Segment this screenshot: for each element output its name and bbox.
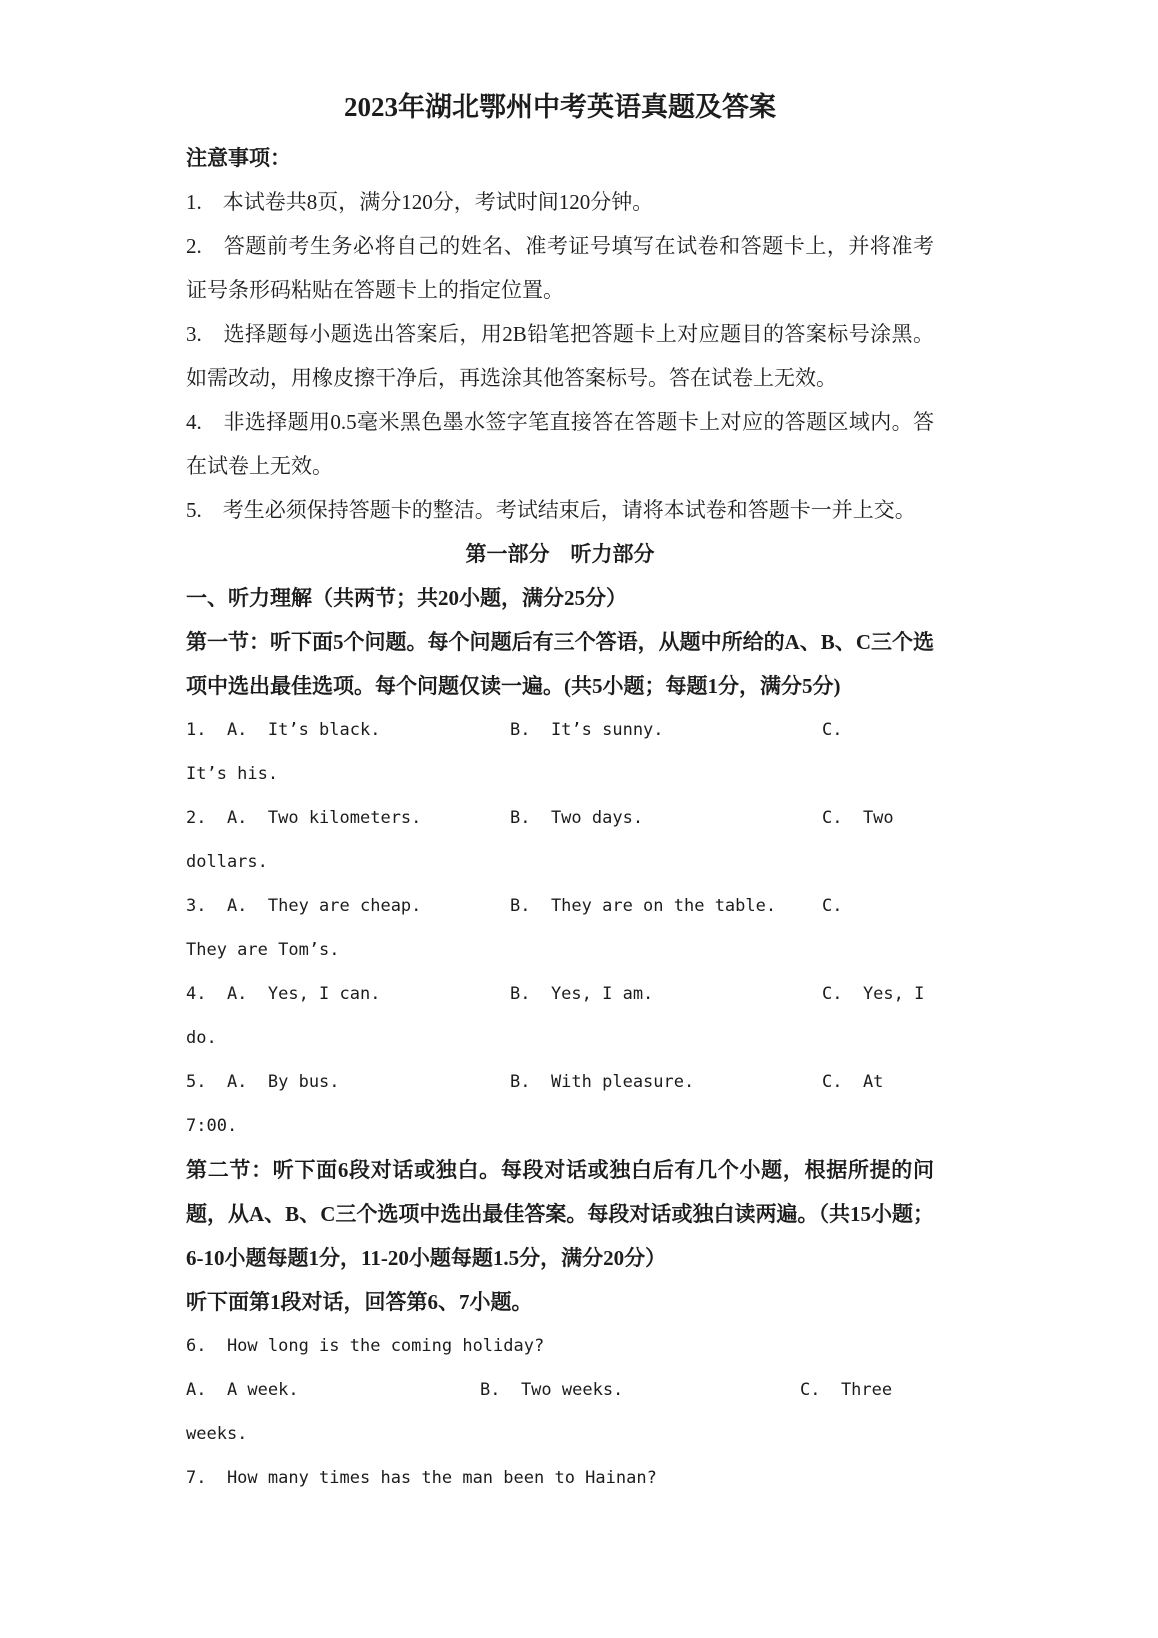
- q1-option-a: 1. A. It’s black.: [186, 720, 381, 740]
- notice-item-4: 4. 非选择题用0.5毫米黑色墨水签字笔直接答在答题卡上对应的答题区域内。答在试卷上无效。: [186, 410, 934, 478]
- q5-option-a: 5. A. By bus.: [186, 1072, 340, 1092]
- question-row-6: [186, 1368, 934, 1412]
- question-row-3: [186, 884, 934, 928]
- part1-heading: 第一部分 听力部分: [465, 542, 655, 566]
- q1-option-b: B. It’s sunny.: [510, 720, 664, 740]
- q3-option-c-wrap: They are Tom’s.: [186, 940, 340, 960]
- q3-option-a: 3. A. They are cheap.: [186, 896, 422, 916]
- node1-intro: 第一节：听下面5个问题。每个问题后有三个答语，从题中所给的A、B、C三个选项中选出最佳选项。每个问题仅读一遍。(共5小题；每题1分，满分5分): [186, 630, 934, 698]
- q2-option-b: B. Two days.: [510, 808, 644, 828]
- q2-option-a: 2. A. Two kilometers.: [186, 808, 422, 828]
- question-row-4: [186, 972, 934, 1016]
- q6-option-c: C. Three: [800, 1380, 893, 1400]
- notice-heading: 注意事项：: [186, 146, 291, 170]
- node2-intro: 第二节：听下面6段对话或独白。每段对话或独白后有几个小题，根据所提的问题，从A、B、C三个选项中选出最佳答案。每段对话或独白读两遍。（共15小题；6-10小题每题1分，11-20小题每题1.5分，满分20分）: [186, 1158, 934, 1270]
- q4-option-c-wrap: do.: [186, 1028, 217, 1048]
- q5-option-b: B. With pleasure.: [510, 1072, 695, 1092]
- q6-stem: 6. How long is the coming holiday?: [186, 1336, 545, 1356]
- q5-option-c-wrap: 7:00.: [186, 1116, 238, 1136]
- page-title: 2023年湖北鄂州中考英语真题及答案: [344, 92, 776, 122]
- q3-option-c: C.: [822, 896, 843, 916]
- notice-item-2: 2. 答题前考生务必将自己的姓名、准考证号填写在试卷和答题卡上，并将准考证号条形码粘贴在答题卡上的指定位置。: [186, 234, 934, 302]
- q1-option-c-wrap: It’s his.: [186, 764, 279, 784]
- question-row-2: [186, 796, 934, 840]
- section-heading: 一、听力理解（共两节；共20小题，满分25分）: [186, 586, 627, 610]
- q6-option-b: B. Two weeks.: [480, 1380, 624, 1400]
- q5-option-c: C. At: [822, 1072, 884, 1092]
- dialog1-lead: 听下面第1段对话，回答第6、7小题。: [186, 1290, 533, 1314]
- q2-option-c: C. Two: [822, 808, 894, 828]
- notice-item-1: 1. 本试卷共8页，满分120分，考试时间120分钟。: [186, 190, 654, 214]
- q7-stem: 7. How many times has the man been to Hainan?: [186, 1468, 657, 1488]
- q4-option-a: 4. A. Yes, I can.: [186, 984, 381, 1004]
- q3-option-b: B. They are on the table.: [510, 896, 777, 916]
- q6-option-a: A. A week.: [186, 1380, 299, 1400]
- q2-option-c-wrap: dollars.: [186, 852, 268, 872]
- notice-item-5: 5. 考生必须保持答题卡的整洁。考试结束后，请将本试卷和答题卡一并上交。: [186, 498, 916, 522]
- q4-option-c: C. Yes, I: [822, 984, 925, 1004]
- question-row-1: [186, 708, 934, 752]
- q4-option-b: B. Yes, I am.: [510, 984, 654, 1004]
- q6-option-c-wrap: weeks.: [186, 1424, 248, 1444]
- notice-item-3: 3. 选择题每小题选出答案后，用2B铅笔把答题卡上对应题目的答案标号涂黑。如需改动，用橡皮擦干净后，再选涂其他答案标号。答在试卷上无效。: [186, 322, 934, 390]
- question-row-5: [186, 1060, 934, 1104]
- q1-option-c: C.: [822, 720, 843, 740]
